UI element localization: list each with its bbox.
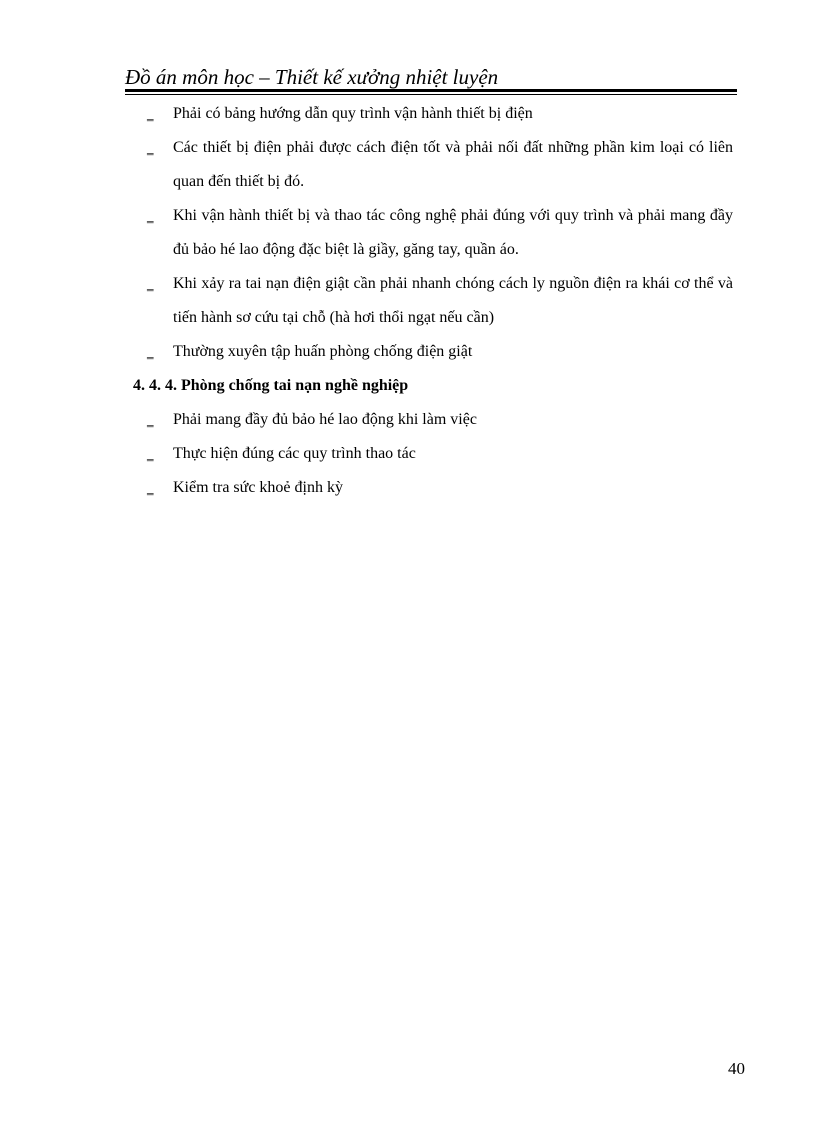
list-item-text: Khi xảy ra tai nạn điện giật cần phải nhanh chóng cách ly nguồn điện ra khái cơ thể và tiến hành sơ cứu tại chỗ (hà hơi thổi ngạt nếu cần) [173, 275, 733, 326]
list-item-text: Thường xuyên tập huấn phòng chống điện giật [173, 343, 473, 360]
list-item-text: Kiểm tra sức khoẻ định kỳ [173, 479, 343, 496]
bullet-dash-icon: ‗ [147, 140, 154, 155]
bullet-dash-icon: ‗ [147, 412, 154, 427]
bullet-dash-icon: ‗ [147, 480, 154, 495]
list-item-text: Các thiết bị điện phải được cách điện tốt và phải nối đất những phần kim loại có liên quan đến thiết bị đó. [173, 139, 733, 190]
list-item [133, 131, 733, 199]
list-item [133, 97, 733, 131]
header-rule [125, 89, 737, 92]
list-item [133, 199, 733, 267]
list-item [133, 471, 733, 505]
page-header [125, 64, 737, 94]
list-item [133, 403, 733, 437]
bullet-dash-icon: ‗ [147, 344, 154, 359]
bullet-dash-icon: ‗ [147, 276, 154, 291]
bullet-dash-icon: ‗ [147, 106, 154, 121]
list-item-text: Phải mang đầy đủ bảo hé lao động khi làm việc [173, 411, 477, 428]
page-number: 40 [728, 1059, 745, 1078]
list-item [133, 335, 733, 369]
header-rule-thin [125, 94, 737, 95]
list-item [133, 437, 733, 471]
bullet-dash-icon: ‗ [147, 446, 154, 461]
document-body [133, 97, 733, 505]
list-item-text: Thực hiện đúng các quy trình thao tác [173, 445, 416, 462]
bullet-dash-icon: ‗ [147, 208, 154, 223]
list-item [133, 267, 733, 335]
list-item-text: Khi vận hành thiết bị và thao tác công nghệ phải đúng với quy trình và phải mang đầy đủ bảo hé lao động đặc biệt là giầy, găng tay, quần áo. [173, 207, 733, 258]
section-heading: 4. 4. 4. Phòng chống tai nạn nghề nghiệp [133, 377, 409, 394]
header-title: Đồ án môn học – Thiết kế xưởng nhiệt luyện [125, 65, 499, 89]
list-item-text: Phải có bảng hướng dẫn quy trình vận hành thiết bị điện [173, 105, 533, 122]
